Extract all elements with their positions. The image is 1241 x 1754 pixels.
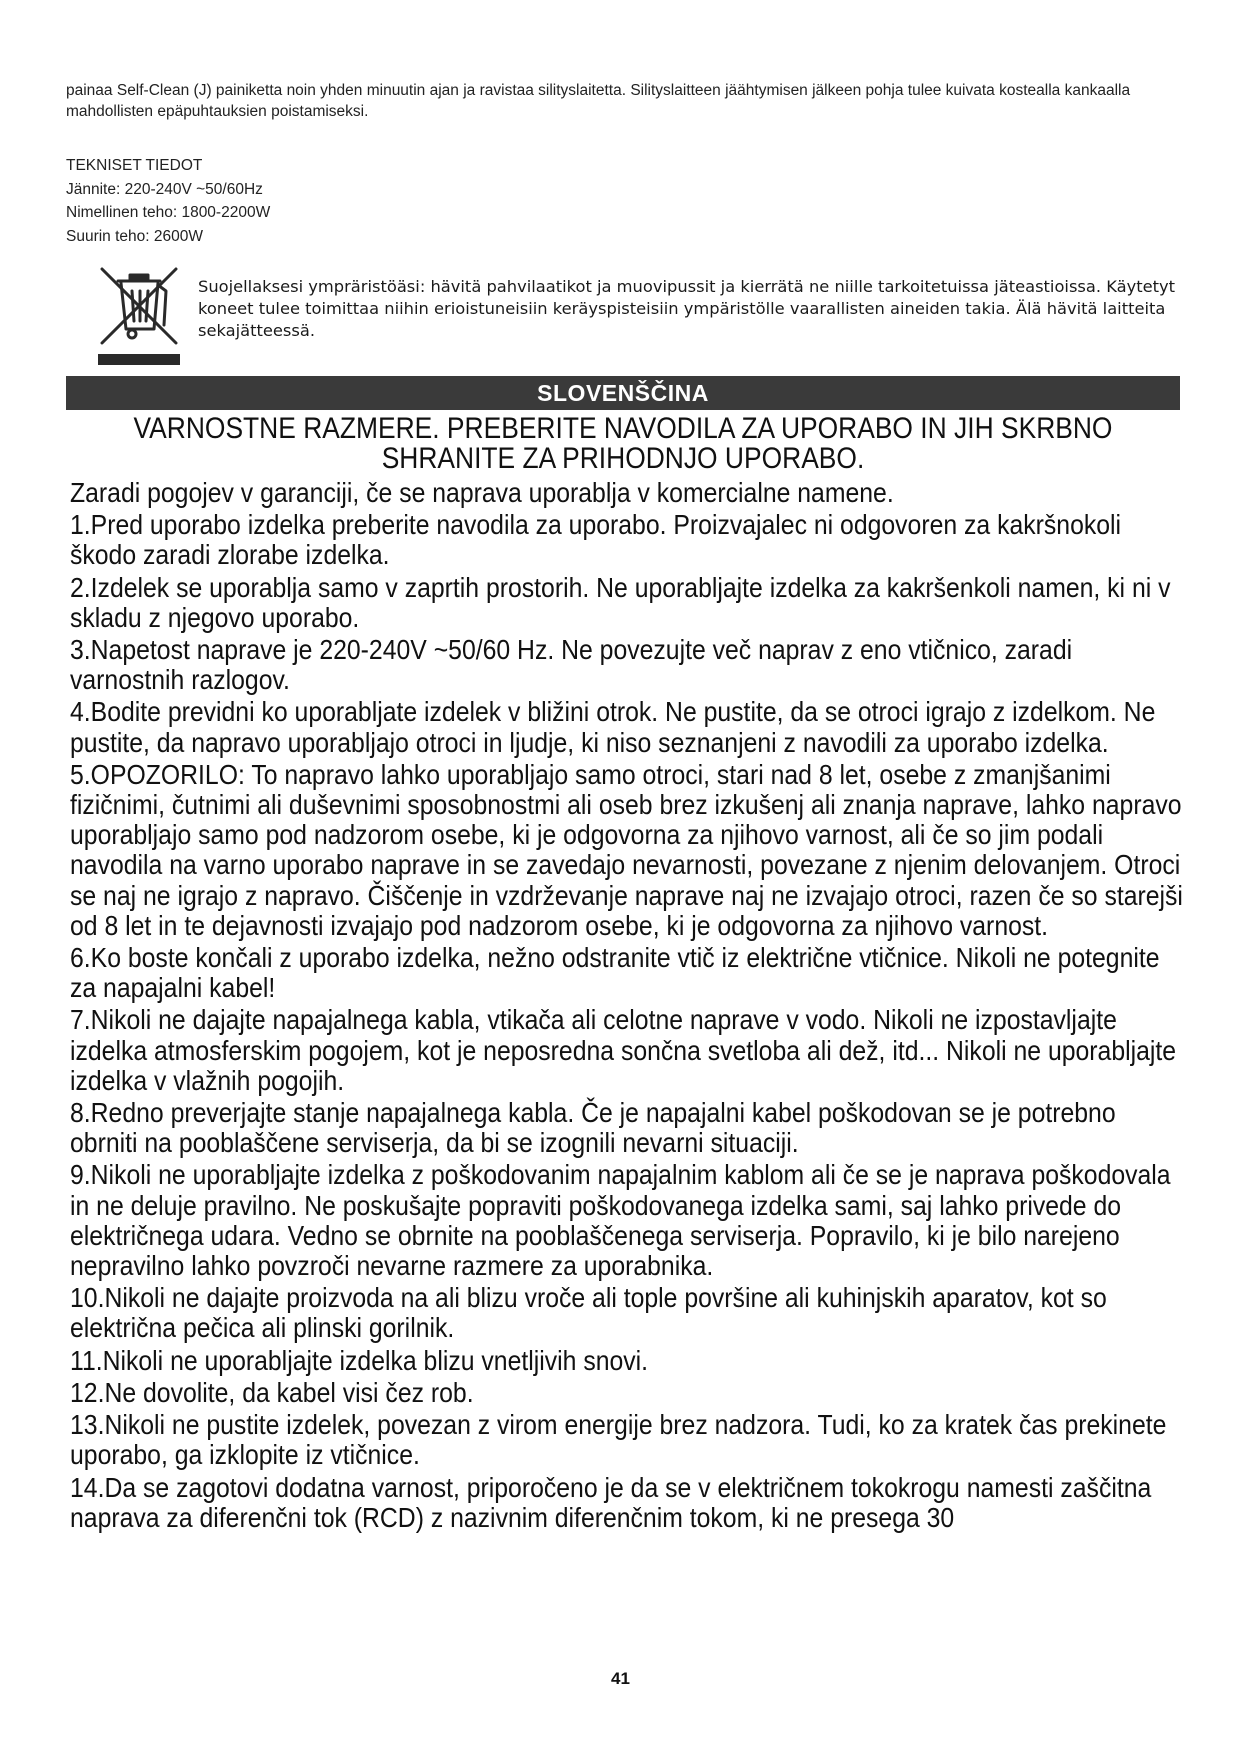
safety-warning-title-line2: SHRANITE ZA PRIHODNJO UPORABO.	[381, 442, 865, 475]
instruction-paragraph: 5.OPOZORILO: To napravo lahko uporabljajo samo otroci, stari nad 8 let, osebe z zmanjšanimi fizičnimi, čutnimi ali duševnimi sposobnostmi ali oseb brez izkušenj ali znanja naprave, lahko napravo uporabljajo samo pod nadzorom osebe, ki je odgovorna za njihovo varnost, ali če so jim podali navodila na varno uporabo naprave in se zavedajo nevarnosti, povezane z njenim delovanjem. Otroci se naj ne igrajo z napravo. Čiščenje in vzdrževanje naprave naj ne izvajajo otroci, razen če so starejši od 8 let in te dejavnosti izvajajo pod nadzorom osebe, ki je odgovorna za njihovo varnost.	[70, 758, 1183, 941]
tech-specs-heading: TEKNISET TIEDOT	[66, 157, 203, 174]
environment-notice: Suojellaksesi ympräristöäsi: hävitä pahvilaatikot ja muovipussit ja kierrätä ne niille tarkoitetuissa jäteastioissa. Käytetyt koneet tulee toimittaa niihin erioistuneisiin keräyspisteisiin ympäristölle vaarallisten aineiden takia. Älä hävitä laitteita sekajätteessä.	[198, 277, 1176, 340]
language-heading: SLOVENŠČINA	[66, 376, 1180, 410]
instruction-paragraph: 8.Redno preverjajte stanje napajalnega kabla. Če je napajalni kabel poškodovan se je potrebno obrniti na pooblaščene serviserja, da bi se izognili nevarni situaciji.	[70, 1097, 1116, 1159]
instruction-paragraph: 2.Izdelek se uporablja samo v zaprtih prostorih. Ne uporabljajte izdelka za kakršenkoli namen, ki ni v skladu z njegovo uporabo.	[70, 571, 1171, 633]
instruction-paragraph: 7.Nikoli ne dajajte napajalnega kabla, vtikača ali celotne naprave v vodo. Nikoli ne izpostavljajte izdelka atmosferskim pogojem, kot je neposredna sončna svetloba ali dež, itd... Nikoli ne uporabljajte izdelka v vlažnih pogojih.	[70, 1004, 1177, 1096]
tech-specs-voltage: Jännite: 220-240V ~50/60Hz	[66, 180, 263, 198]
instruction-paragraph: 12.Ne dovolite, da kabel visi čez rob.	[70, 1376, 474, 1408]
tech-specs-rated-power: Nimellinen teho: 1800-2200W	[66, 204, 271, 221]
tech-specs-max-power: Suurin teho: 2600W	[66, 227, 204, 245]
instruction-paragraph: 10.Nikoli ne dajajte proizvoda na ali blizu vroče ali tople površine ali kuhinjskih aparatov, kot so električna pečica ali plinski gorilnik.	[70, 1282, 1107, 1344]
page-number: 41	[611, 1669, 630, 1688]
safety-warning-title-line1: VARNOSTNE RAZMERE. PREBERITE NAVODILA ZA UPORABO IN JIH SKRBNO	[133, 412, 1113, 445]
instruction-paragraph: 13.Nikoli ne pustite izdelek, povezan z virom energije brez nadzora. Tudi, ko za kratek čas prekinete uporabo, ga izklopite iz vtičnice.	[70, 1409, 1167, 1471]
crossed-out-wheelie-bin-icon	[96, 263, 182, 367]
instruction-paragraph: 11.Nikoli ne uporabljajte izdelka blizu vnetljivih snovi.	[70, 1344, 649, 1376]
safety-instructions	[70, 478, 1190, 1535]
instruction-paragraph: 1.Pred uporabo izdelka preberite navodila za uporabo. Proizvajalec ni odgovoren za kakršnokoli škodo zaradi zlorabe izdelka.	[70, 509, 1122, 571]
instruction-paragraph: 6.Ko boste končali z uporabo izdelka, nežno odstranite vtič iz električne vtičnice. Nikoli ne potegnite za napajalni kabel!	[70, 942, 1160, 1004]
safety-warning-title	[133, 414, 1113, 474]
instruction-paragraph: Zaradi pogojev v garanciji, če se naprava uporablja v komercialne namene.	[70, 477, 894, 508]
instruction-paragraph: 3.Napetost naprave je 220-240V ~50/60 Hz. Ne povezujte več naprav z eno vtičnico, zaradi varnostnih razlogov.	[70, 634, 1073, 696]
instruction-paragraph: 14.Da se zagotovi dodatna varnost, priporočeno je da se v električnem tokokrogu namesti zaščitna naprava za diferenčni tok (RCD) z nazivnim diferenčnim tokom, ki ne presega 30	[70, 1471, 1152, 1533]
instruction-paragraph: 4.Bodite previdni ko uporabljate izdelek v bližini otrok. Ne pustite, da se otroci igrajo z izdelkom. Ne pustite, da napravo uporabljajo otroci in ljudje, ki niso seznanjeni z navodili za uporabo izdelka.	[70, 696, 1156, 758]
instruction-paragraph: 9.Nikoli ne uporabljajte izdelka z poškodovanim napajalnim kablom ali če se je naprava poškodovala in ne deluje pravilno. Ne poskušajte popraviti poškodovanega izdelka sami, saj lahko privede do električnega udara. Vedno se obrnite na pooblaščenega serviserja. Popravilo, ki je bilo narejeno nepravilno lahko povzroči nevarne razmere za uporabnika.	[70, 1159, 1171, 1282]
top-paragraph: painaa Self-Clean (J) painiketta noin yhden minuutin ajan ja ravistaa silityslaitetta. Silityslaitteen jäähtymisen jälkeen pohja tulee kuivata kostealla kankaalla mahdollisten epäpuhtauksien poistamiseksi.	[66, 82, 1131, 120]
tech-specs	[66, 154, 270, 248]
